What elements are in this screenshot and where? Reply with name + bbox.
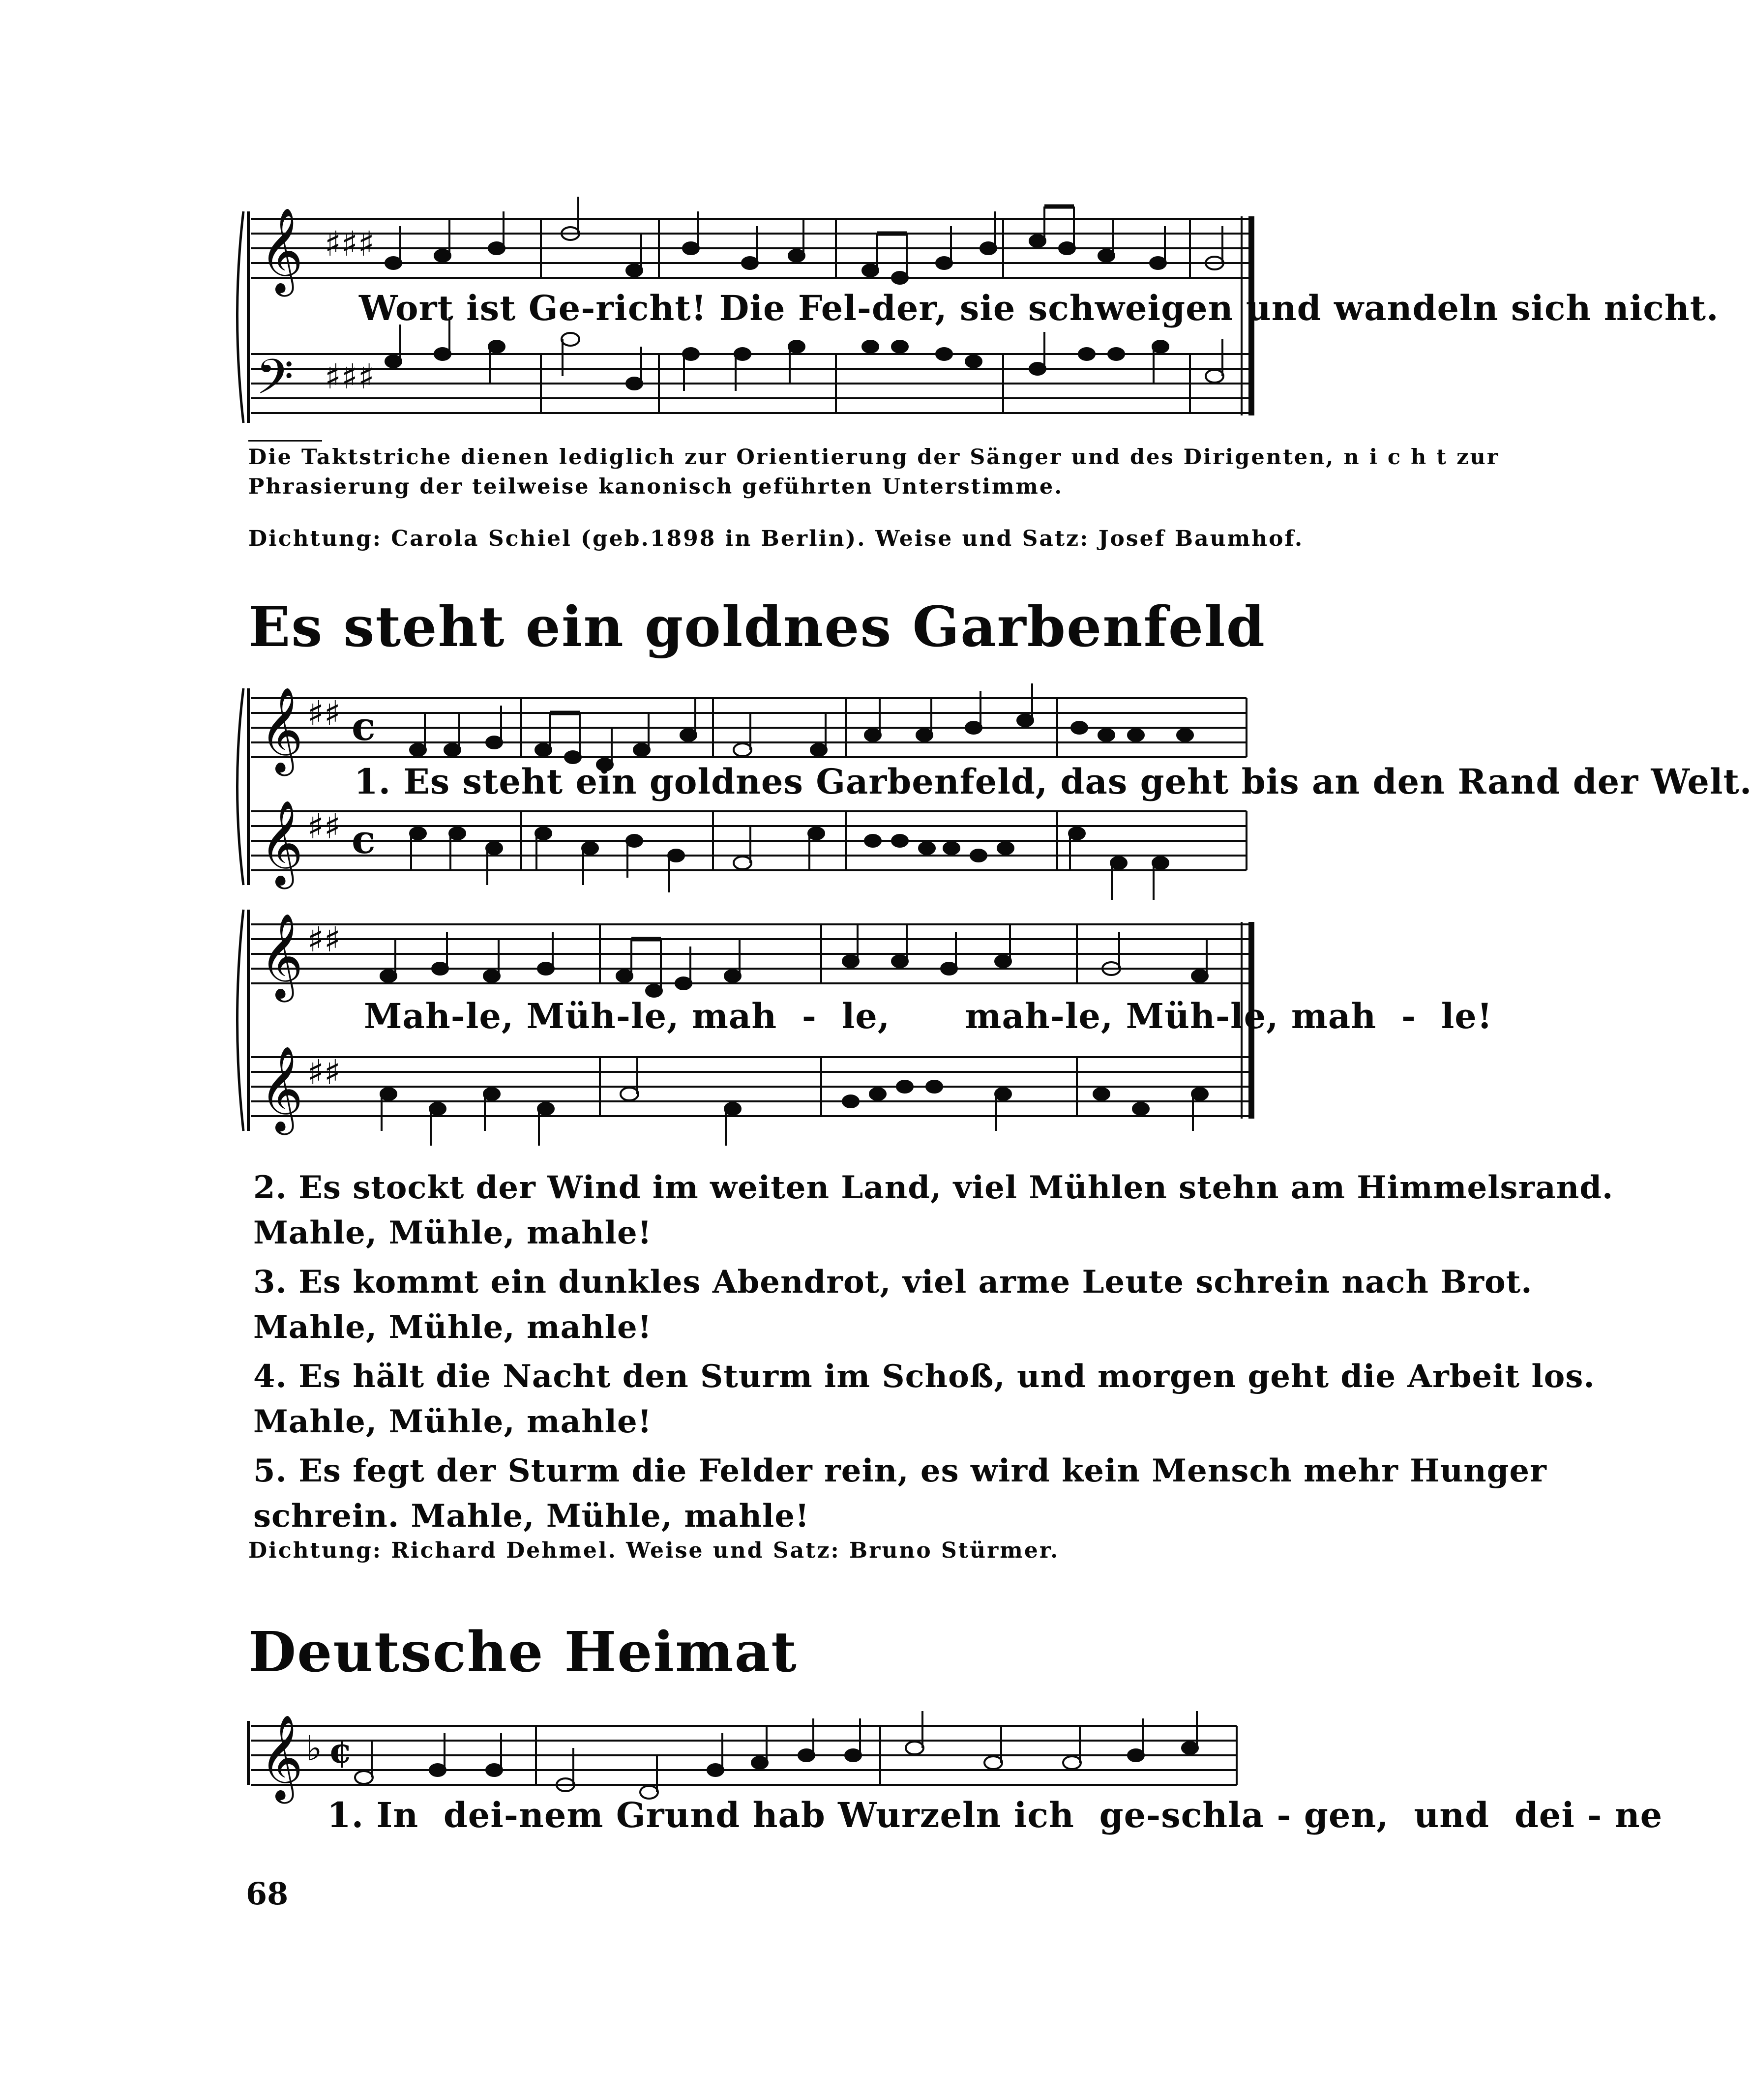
song2-lyric-line2: Mah-le, Müh-le, mah - le, mah-le, Müh-le, mah - le!	[364, 996, 1493, 1036]
song2-verse4-line2: Mahle, Mühle, mahle!	[253, 1403, 652, 1440]
svg-text:𝄢: 𝄢	[256, 349, 294, 417]
song2-verse5-line1: 5. Es fegt der Sturm die Felder rein, es wird kein Mensch mehr Hunger	[253, 1452, 1547, 1489]
song2-credit: Dichtung: Richard Dehmel. Weise und Satz: Bruno Stürmer.	[248, 1538, 1060, 1563]
song2-title: Es steht ein goldnes Garbenfeld	[248, 595, 1266, 659]
song3-title: Deutsche Heimat	[248, 1620, 798, 1685]
song2-verse5-line2: schrein. Mahle, Mühle, mahle!	[253, 1498, 810, 1535]
song3-lyric-line1: 1. In dei-nem Grund hab Wurzeln ich ge-schla - gen, und dei - ne	[327, 1795, 1663, 1835]
song2-verse3-line1: 3. Es kommt ein dunkles Abendrot, viel arme Leute schrein nach Brot.	[253, 1264, 1533, 1301]
svg-text:♯♯: ♯♯	[307, 806, 341, 847]
system-song1	[0, 0, 1377, 443]
song2-lyric-line1: 1. Es steht ein goldnes Garbenfeld, das geht bis an den Rand der Welt.	[354, 761, 1752, 802]
song1-footnote-line2: Phrasierung der teilweise kanonisch geführten Unterstimme.	[248, 474, 1064, 499]
svg-text:c: c	[352, 703, 376, 749]
svg-text:♯♯: ♯♯	[307, 1052, 341, 1093]
song2-verse3-line2: Mahle, Mühle, mahle!	[253, 1309, 652, 1346]
svg-text:𝄞: 𝄞	[260, 913, 303, 999]
song2-verse2-line1: 2. Es stockt der Wind im weiten Land, viel Mühlen stehn am Himmelsrand.	[253, 1169, 1614, 1206]
svg-text:♯♯: ♯♯	[307, 693, 341, 734]
song2-verse4-line1: 4. Es hält die Nacht den Sturm im Schoß, und morgen geht die Arbeit los.	[253, 1358, 1595, 1395]
song2-verse2-line2: Mahle, Mühle, mahle!	[253, 1214, 652, 1251]
svg-text:♯♯: ♯♯	[307, 919, 341, 960]
svg-text:♯♯♯: ♯♯♯	[325, 356, 375, 397]
svg-text:♭: ♭	[306, 1728, 323, 1769]
svg-text:𝄞: 𝄞	[260, 687, 303, 772]
song1-credit: Dichtung: Carola Schiel (geb.1898 in Berlin). Weise und Satz: Josef Baumhof.	[248, 526, 1304, 551]
song1-footnote-rule	[248, 440, 322, 442]
svg-text:𝄞: 𝄞	[260, 1046, 303, 1131]
song1-footnote-line1: Die Taktstriche dienen lediglich zur Orientierung der Sänger und des Dirigenten, n i c h t zur	[248, 445, 1500, 470]
page-number: 68	[246, 1876, 289, 1912]
svg-text:𝄞: 𝄞	[260, 800, 303, 886]
svg-text:¢: ¢	[328, 1730, 353, 1771]
svg-text:𝄞: 𝄞	[260, 207, 303, 293]
svg-text:c: c	[352, 816, 376, 862]
song1-lyric: Wort ist Ge-richt! Die Fel-der, sie schweigen und wandeln sich nicht.	[359, 288, 1719, 328]
svg-text:𝄞: 𝄞	[260, 1715, 303, 1800]
svg-text:♯♯♯: ♯♯♯	[325, 224, 375, 264]
